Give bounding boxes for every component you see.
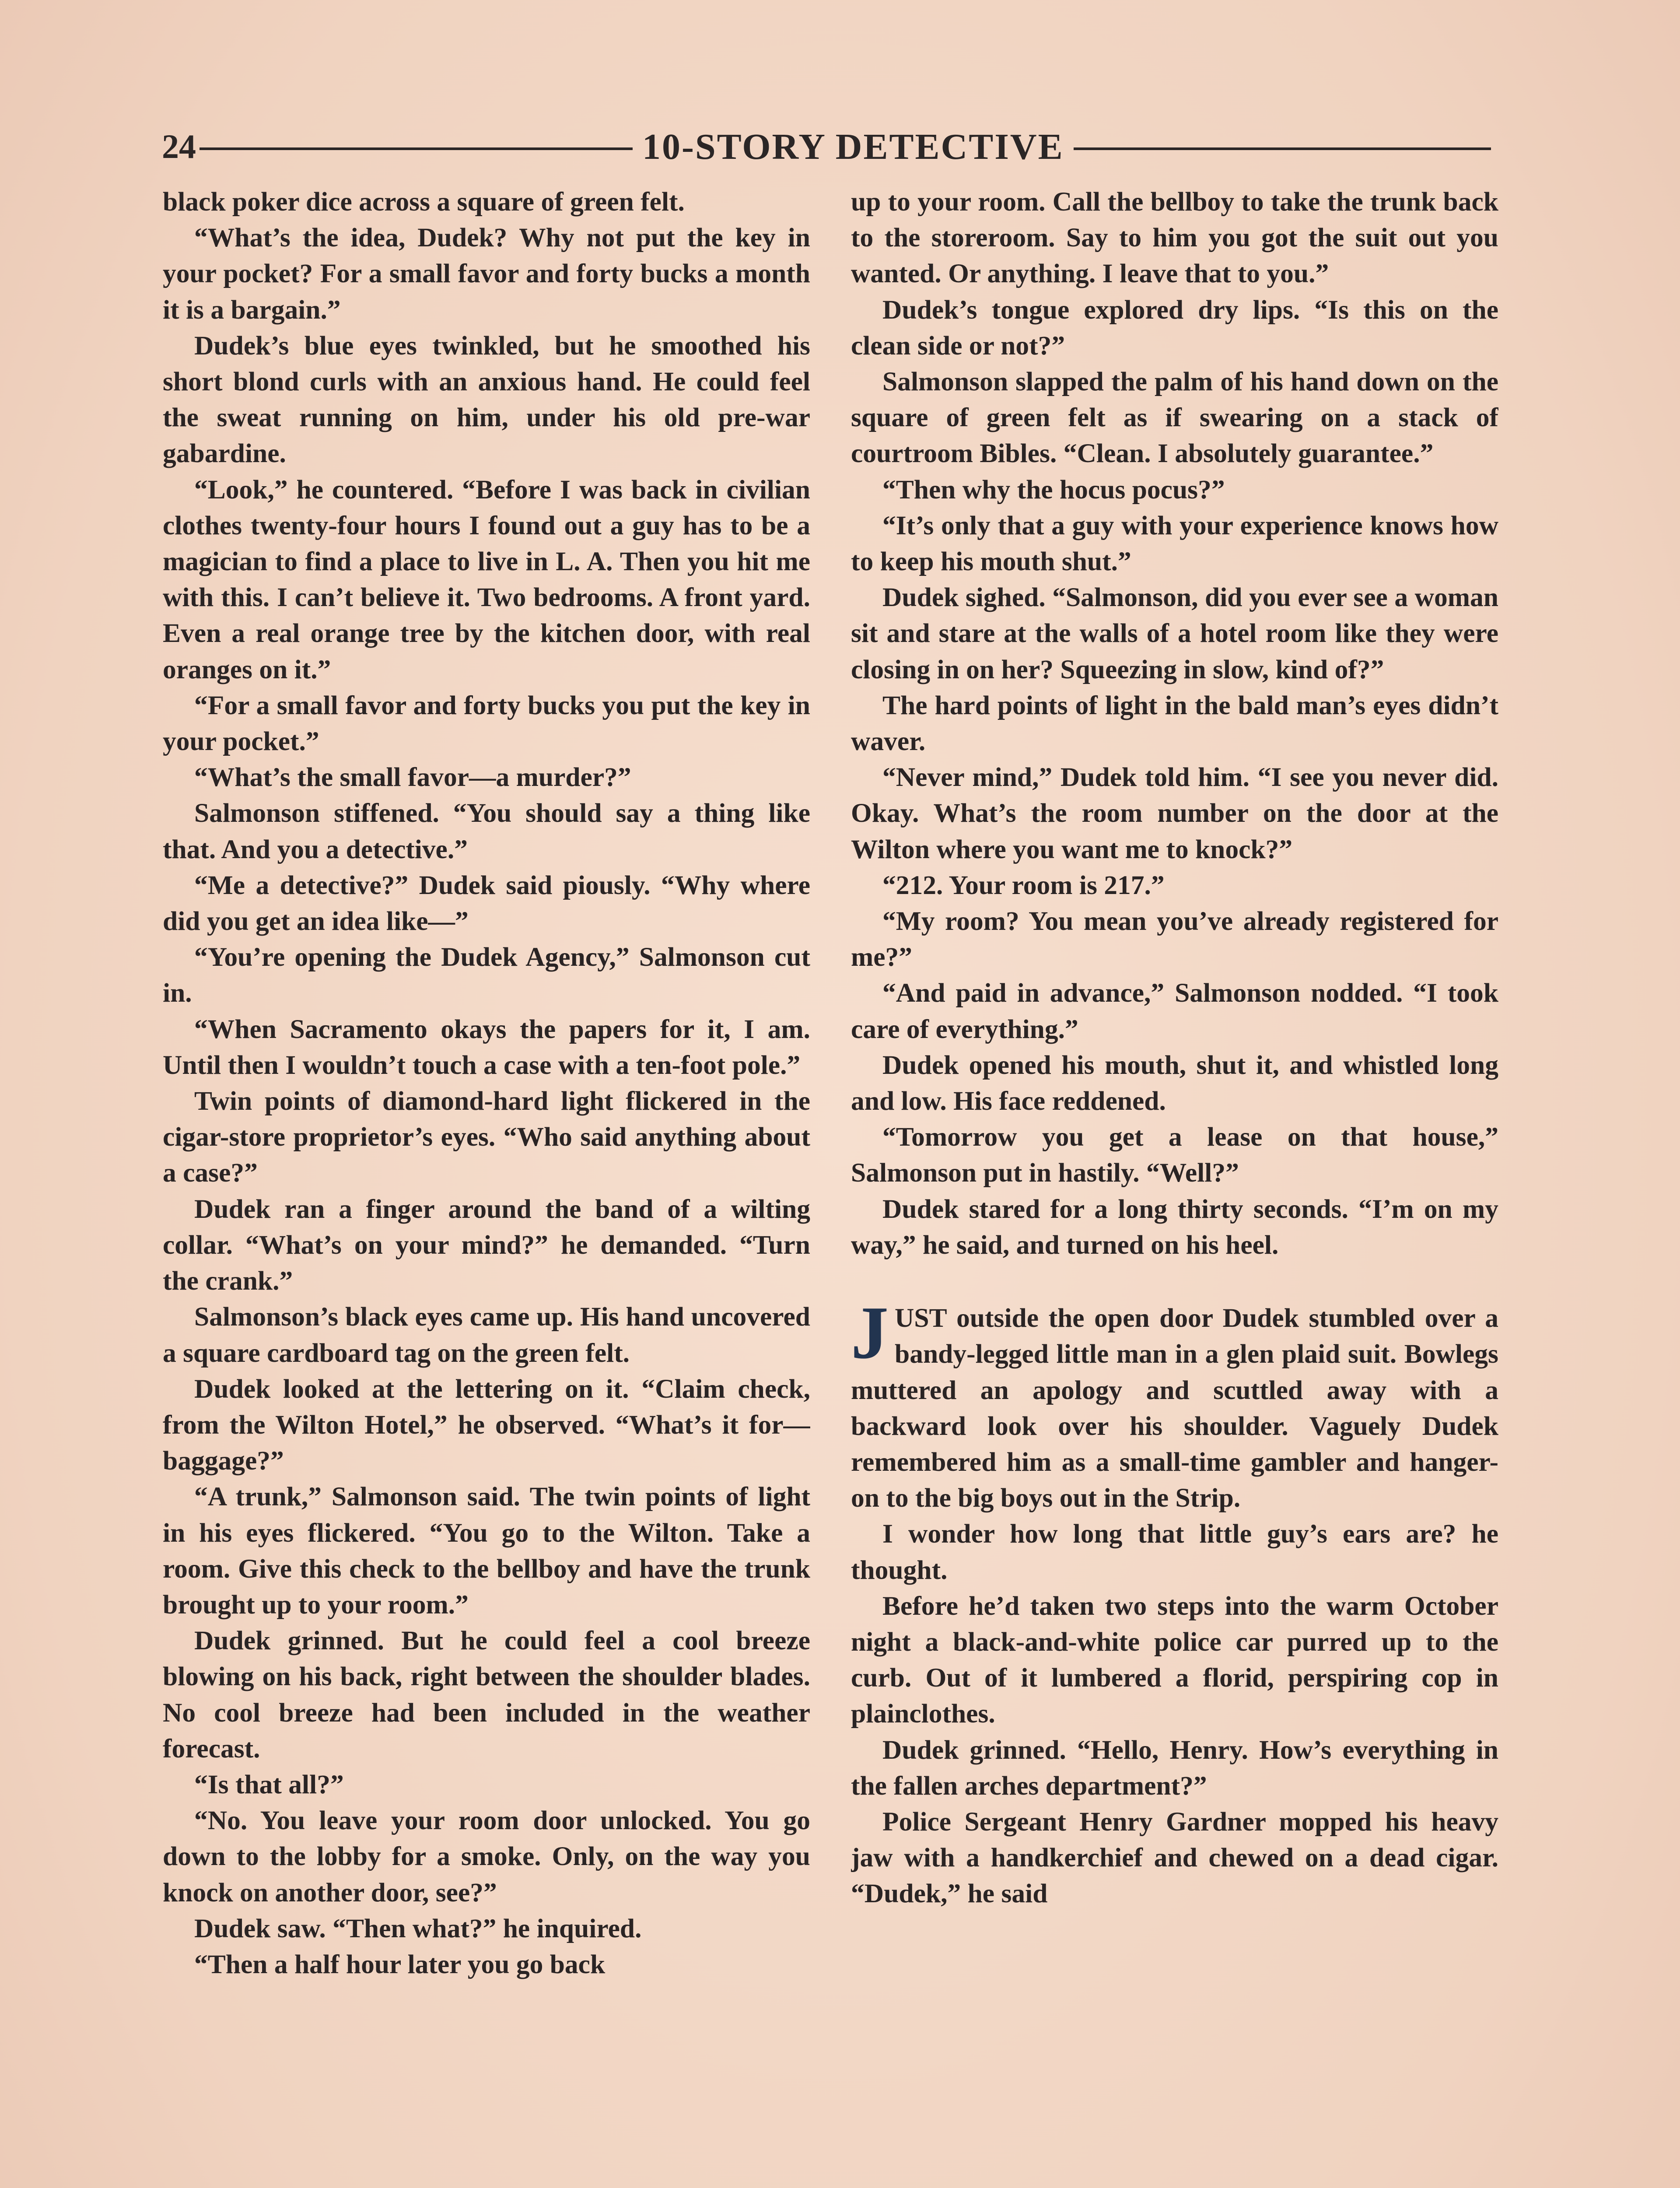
paragraph-text: black poker dice across a square of green felt. [163, 187, 685, 217]
paragraph [851, 292, 1498, 364]
paragraph [851, 759, 1498, 867]
paragraph [163, 1802, 810, 1911]
paragraph [851, 975, 1498, 1047]
paragraph [163, 867, 810, 939]
paragraph-text: “Then why the hocus pocus?” [882, 474, 1225, 505]
paragraph-text: “And paid in advance,” Salmonson nodded. “I took care of everything.” [851, 978, 1498, 1044]
drop-cap: J [851, 1291, 889, 1375]
paragraph [163, 939, 810, 1011]
paragraph-text: “Then a half hour later you go back [194, 1949, 606, 1979]
paragraph [163, 1191, 810, 1299]
paragraph [163, 1371, 810, 1479]
paragraph-text: “Look,” he countered. “Before I was back in civilian clothes twenty-four hours I found out a guy has to be a magician to find a place to live in L. A. Then you hit me with this. I can’t believe it. Two bedrooms. A front yard. Even a real orange tree by the kitchen door, with real oranges on it.” [163, 474, 810, 684]
paragraph-text: Dudek grinned. But he could feel a cool breeze blowing on his back, right between the shoulder blades. No cool breeze had been included in the weather forecast. [163, 1626, 810, 1764]
paragraph [163, 1623, 810, 1767]
paragraph-text: Dudek stared for a long thirty seconds. “I’m on my way,” he said, and turned on his heel. [851, 1194, 1498, 1260]
paragraph-text: up to your room. Call the bellboy to take the trunk back to the storeroom. Say to him you got the suit out you wanted. Or anything. I leave that to you.” [851, 187, 1498, 289]
paragraph-text: Dudek’s tongue explored dry lips. “Is this on the clean side or not?” [851, 295, 1498, 361]
left-column [163, 184, 810, 2188]
paragraph-text: Dudek grinned. “Hello, Henry. How’s everything in the fallen arches department?” [851, 1735, 1498, 1801]
paragraph [163, 1767, 810, 1802]
right-column [851, 184, 1498, 2188]
paragraph [851, 1588, 1498, 1732]
paragraph [163, 759, 810, 795]
paragraph [851, 508, 1498, 579]
paragraph-text: Dudek’s blue eyes twinkled, but he smoothed his short blond curls with an anxious hand. He could feel the sweat running on him, under his old pre-war gabardine. [163, 330, 810, 469]
paragraph-text: “It’s only that a guy with your experience knows how to keep his mouth shut.” [851, 510, 1498, 577]
paragraph [851, 1119, 1498, 1191]
paragraph-text: Dudek sighed. “Salmonson, did you ever see a woman sit and stare at the walls of a hotel room like they were closing in on her? Squeezing in slow, kind of?” [851, 582, 1498, 684]
header-rule-right [1074, 147, 1491, 150]
paragraph [851, 687, 1498, 759]
header-rule-left [200, 147, 633, 150]
paragraph-text: Dudek ran a finger around the band of a wilting collar. “What’s on your mind?” he demanded. “Turn the crank.” [163, 1194, 810, 1296]
paragraph-text: Before he’d taken two steps into the warm October night a black-and-white police car purred up to the curb. Out of it lumbered a florid, perspiring cop in plainclothes. [851, 1591, 1498, 1729]
paragraph [851, 184, 1498, 292]
paragraph-text: “212. Your room is 217.” [882, 870, 1165, 900]
paragraph-text: Salmonson’s black eyes came up. His hand uncovered a square cardboard tag on the green felt. [163, 1302, 810, 1368]
paragraph [163, 184, 810, 220]
paragraph [163, 1299, 810, 1371]
paragraph-text: The hard points of light in the bald man’s eyes didn’t waver. [851, 690, 1498, 757]
paragraph [163, 1083, 810, 1191]
paragraph [851, 472, 1498, 508]
paragraph-text: Police Sergeant Henry Gardner mopped his heavy jaw with a handkerchief and chewed on a dead cigar. “Dudek,” he said [851, 1806, 1498, 1909]
paragraph-text: UST outside the open door Dudek stumbled over a bandy-legged little man in a glen plaid suit. Bowlegs muttered an apology and scuttled away with a backward look over his shoulder. Vaguely Dudek remembered him as a small-time gambler and hanger-on to the big boys out in the Strip. [851, 1303, 1498, 1513]
paragraph-text: I wonder how long that little guy’s ears are? he thought. [851, 1519, 1498, 1585]
paragraph-text: “When Sacramento okays the papers for it, I am. Until then I wouldn’t touch a case with a ten-foot pole.” [163, 1014, 810, 1080]
paragraph [851, 867, 1498, 903]
paragraph-text: Twin points of diamond-hard light flickered in the cigar-store proprietor’s eyes. “Who said anything about a case?” [163, 1086, 810, 1188]
paragraph-text: Dudek opened his mouth, shut it, and whistled long and low. His face reddened. [851, 1050, 1498, 1116]
paragraph [851, 1804, 1498, 1912]
paragraph [163, 795, 810, 867]
paragraph [851, 1047, 1498, 1119]
paragraph [163, 687, 810, 759]
paragraph [851, 1191, 1498, 1263]
paragraph [851, 1291, 1498, 1516]
page-number: 24 [162, 127, 196, 165]
running-header [162, 123, 1501, 171]
paragraph-text: “A trunk,” Salmonson said. The twin points of light in his eyes flickered. “You go to the Wilton. Take a room. Give this check to the bellboy and have the trunk brought up to your room.” [163, 1482, 810, 1620]
paragraph [163, 220, 810, 328]
paragraph [851, 579, 1498, 687]
paragraph-text: “My room? You mean you’ve already registered for me?” [851, 906, 1498, 972]
paragraph-text: “You’re opening the Dudek Agency,” Salmonson cut in. [163, 942, 810, 1008]
paragraph [163, 1479, 810, 1623]
paragraph [851, 364, 1498, 472]
running-title: 10-STORY DETECTIVE [642, 126, 1064, 167]
paragraph [163, 1911, 810, 1946]
paragraph-text: Dudek saw. “Then what?” he inquired. [194, 1913, 642, 1943]
paragraph [851, 903, 1498, 975]
paragraph-text: “No. You leave your room door unlocked. You go down to the lobby for a smoke. Only, on the way you knock on another door, see?” [163, 1806, 810, 1907]
paragraph-text: Salmonson slapped the palm of his hand down on the square of green felt as if swearing on a stack of courtroom Bibles. “Clean. I absolutely guarantee.” [851, 367, 1498, 469]
paragraph-text: “For a small favor and forty bucks you put the key in your pocket.” [163, 690, 810, 757]
paragraph [163, 1946, 810, 1982]
paragraph-text: “Never mind,” Dudek told him. “I see you never did. Okay. What’s the room number on the door at the Wilton where you want me to knock?” [851, 762, 1498, 864]
paragraph-text: “Tomorrow you get a lease on that house,” Salmonson put in hastily. “Well?” [851, 1122, 1498, 1188]
paragraph [851, 1516, 1498, 1588]
paragraph [851, 1732, 1498, 1804]
paragraph-text: “Is that all?” [194, 1769, 344, 1799]
paragraph-text: Dudek looked at the lettering on it. “Claim check, from the Wilton Hotel,” he observed. “What’s it for—baggage?” [163, 1374, 810, 1476]
paragraph [163, 328, 810, 472]
paragraph [163, 472, 810, 687]
paragraph-text: “What’s the idea, Dudek? Why not put the key in your pocket? For a small favor and forty bucks a month it is a bargain.” [163, 223, 810, 325]
paragraph-text: “Me a detective?” Dudek said piously. “Why where did you get an idea like—” [163, 870, 810, 936]
paragraph [163, 1011, 810, 1083]
paragraph-text: Salmonson stiffened. “You should say a thing like that. And you a detective.” [163, 798, 810, 864]
paragraph-text: “What’s the small favor—a murder?” [194, 762, 631, 792]
